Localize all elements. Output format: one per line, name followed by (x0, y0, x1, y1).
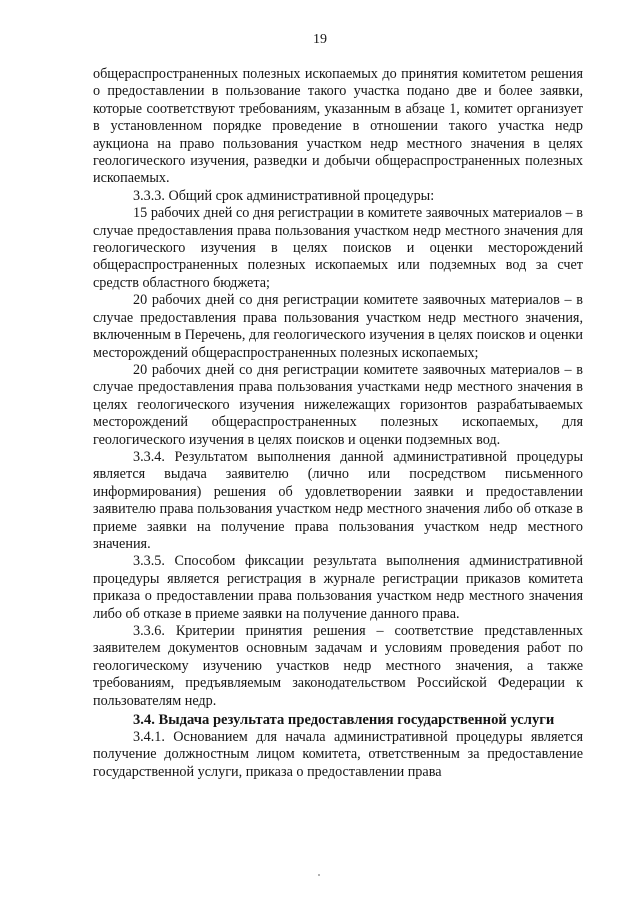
paragraph-3-3-3: 3.3.3. Общий срок административной процедуры: (133, 187, 435, 204)
paragraph-15-days: 15 рабочих дней со дня регистрации в комитете заявочных материалов – в случае предоставления права пользования участком недр местного значения для геологического изучения в целях поисков и оценки месторождений общераспространенных полезных ископаемых или подземных вод за счет средств областного бюджета; (93, 205, 583, 291)
paragraph-3-3-4: 3.3.4. Результатом выполнения данной административной процедуры является выдача заявителю (лично или посредством письменного информирования) решения об удовлетворении заявки и предоставлении заявителю права пользования участком недр местного значения либо об отказе в приеме заявки на получение права пользования участком недр местного значения. (93, 448, 583, 552)
paragraph-3-3-5: 3.3.5. Способом фиксации результата выполнения административной процедуры является регистрация в журнале регистрации приказов комитета приказа о предоставлении права пользования участком недр местного значения либо об отказе в приеме заявки на получение данного права. (93, 553, 583, 622)
paragraph-3-4-1: 3.4.1. Основанием для начала административной процедуры является получение должностным лицом комитета, ответственным за предоставление государственной услуги, приказа о предоставлении права (93, 729, 583, 780)
paragraph-3-3-6: 3.3.6. Критерии принятия решения – соответствие представленных заявителем документов основным задачам и условиям проведения работ по геологическому изучению участков недр местного значения, а также требованиям, предъявляемым законодательством Российской Федерации к пользователям недр. (93, 623, 583, 709)
document-body (93, 66, 583, 781)
paragraph-20-days-list: 20 рабочих дней со дня регистрации комитете заявочных материалов – в случае предоставления права пользования участком недр местного значения, включенным в Перечень, для геологического изучения в целях поисков и оценки месторождений общераспространенных полезных ископаемых; (93, 292, 583, 361)
section-heading-3-4: 3.4. Выдача результата предоставления государственной услуги (133, 712, 555, 729)
page-number: 19 (313, 32, 327, 47)
paragraph-20-days-horizons: 20 рабочих дней со дня регистрации комитете заявочных материалов – в случае предоставления права пользования участками недр местного значения в целях геологического изучения нижележащих горизонтов разрабатываемых месторождений общераспространенных полезных ископаемых, для геологического изучения в целях поисков и оценки подземных вод. (93, 361, 583, 448)
scan-speck (318, 874, 320, 876)
paragraph-continuation: общераспространенных полезных ископаемых до принятия комитетом решения о предоставлении в пользование такого участка подано две и более заявки, которые соответствуют требованиям, указанным в абзаце 1, комитет организует в установленном порядке проведение в отношении такого участка недр аукциона на право пользования участком недр местного значения в целях геологического изучения, разведки и добычи общераспространенных полезных ископаемых. (93, 66, 583, 187)
